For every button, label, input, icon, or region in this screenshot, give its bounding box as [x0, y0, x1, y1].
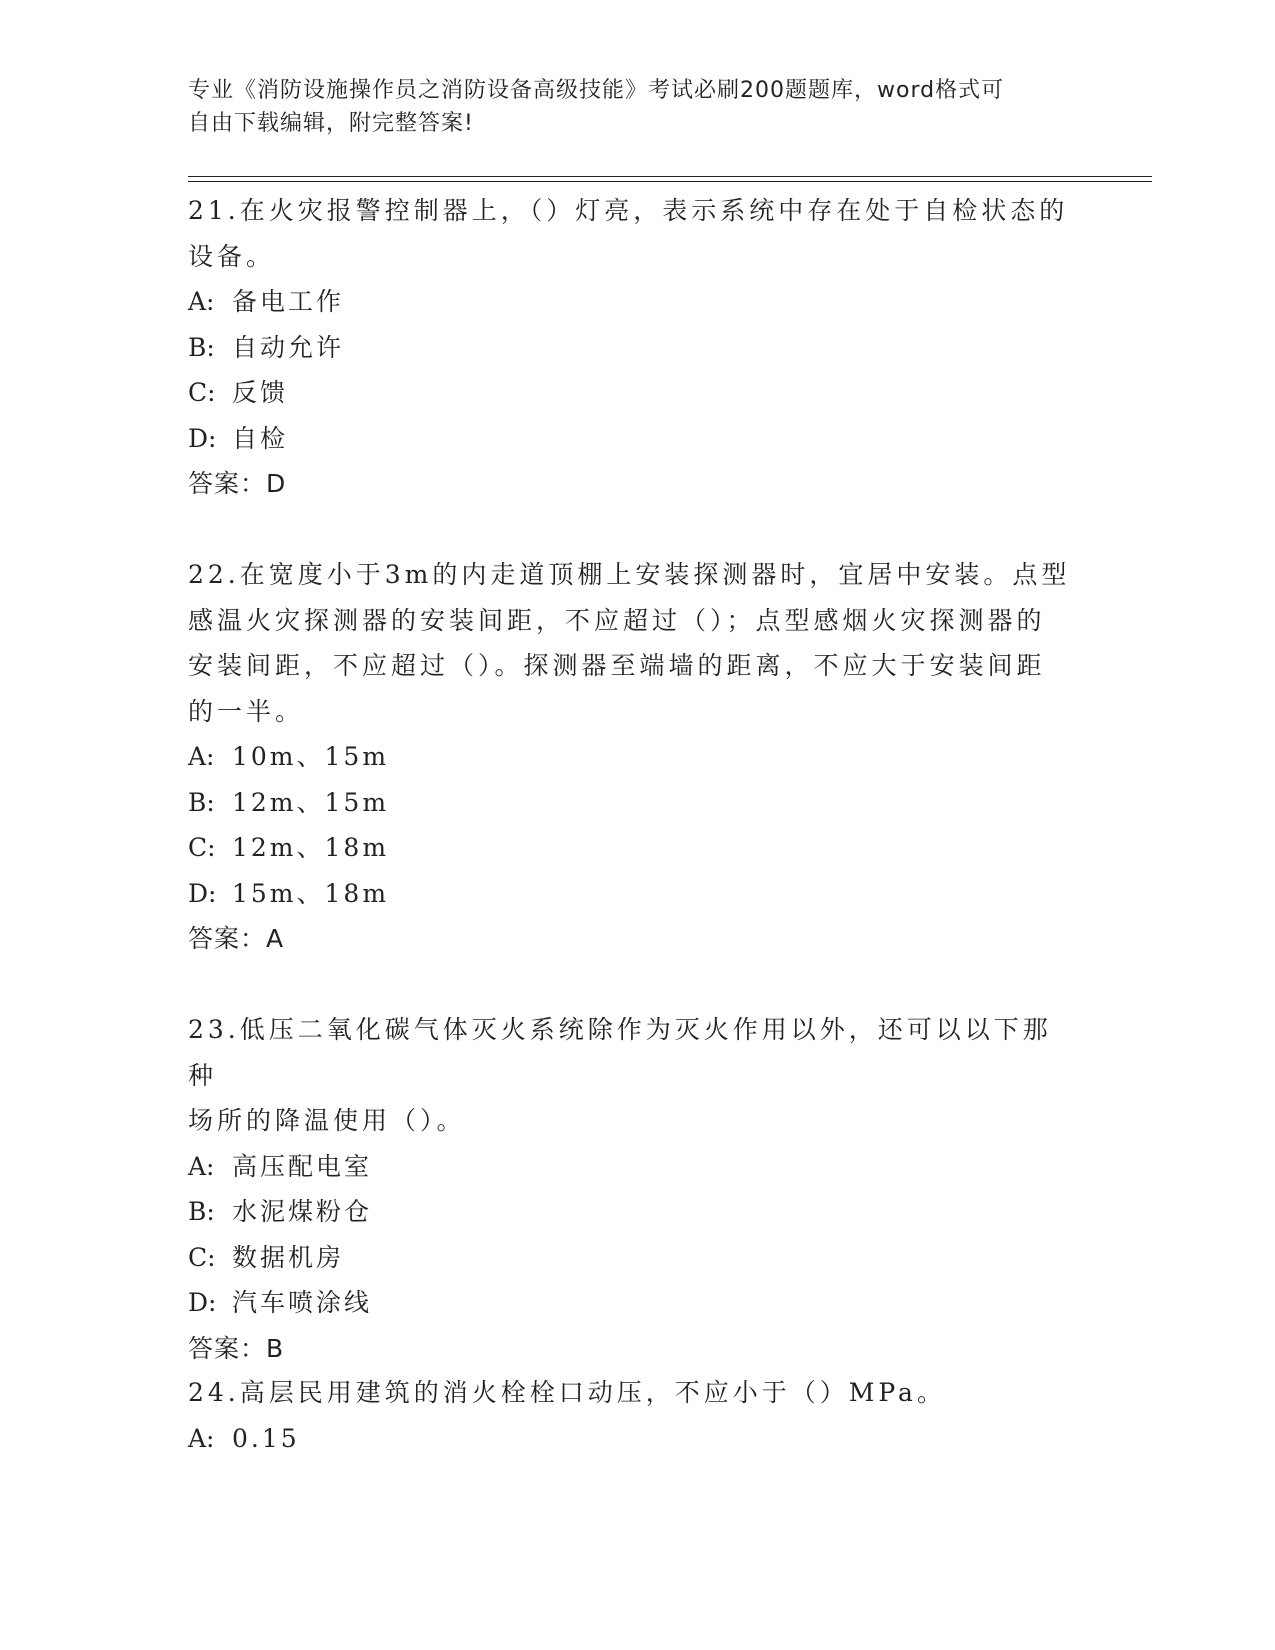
option-key: D:: [188, 423, 217, 453]
question-23: [188, 1007, 1078, 1371]
answer-line: 答案：B: [188, 1333, 285, 1363]
option-text: 自动允许: [232, 332, 345, 362]
option-d: [188, 416, 1078, 462]
option-text: 0.15: [232, 1423, 300, 1453]
option-key: C:: [188, 833, 216, 862]
option-text: 12m、15m: [232, 787, 390, 817]
question-stem: 21.在火灾报警控制器上，（）灯亮，表示系统中存在处于自检状态的 设备。: [188, 196, 1069, 271]
question-22: [188, 552, 1078, 962]
option-text: 数据机房: [232, 1242, 345, 1272]
option-key: A:: [188, 287, 215, 316]
option-b: [188, 1189, 1078, 1235]
option-c: [188, 1235, 1078, 1281]
option-d: [188, 1280, 1078, 1326]
option-a: [188, 279, 1078, 325]
answer-line: 答案：A: [188, 924, 285, 953]
option-key: D:: [188, 878, 217, 908]
option-d: [188, 871, 1078, 917]
question-21: [188, 188, 1078, 507]
option-text: 备电工作: [232, 287, 345, 316]
header-line-1: 专业《消防设施操作员之消防设备高级技能》考试必刷200题题库，word格式可: [188, 78, 1005, 103]
option-key: B:: [188, 332, 215, 362]
option-a: [188, 1416, 1078, 1462]
option-text: 15m、18m: [232, 878, 390, 908]
option-key: A:: [188, 742, 215, 771]
option-text: 10m、15m: [232, 742, 390, 771]
header-divider-bottom: [188, 181, 1152, 182]
option-b: [188, 325, 1078, 371]
question-stem: 24.高层民用建筑的消火栓栓口动压，不应小于（）MPa。: [188, 1378, 946, 1407]
question-24: [188, 1370, 1078, 1461]
option-key: A:: [188, 1151, 215, 1181]
option-text: 12m、18m: [232, 833, 390, 862]
option-a: [188, 734, 1078, 780]
option-c: [188, 370, 1078, 416]
option-text: 汽车喷涂线: [232, 1288, 373, 1317]
option-text: 自检: [232, 423, 289, 453]
option-key: A:: [188, 1423, 215, 1453]
option-a: [188, 1144, 1078, 1190]
option-key: B:: [188, 787, 215, 817]
option-key: C:: [188, 1242, 216, 1272]
option-key: B:: [188, 1197, 215, 1226]
option-text: 高压配电室: [232, 1151, 373, 1181]
option-c: [188, 825, 1078, 871]
option-text: 反馈: [232, 378, 289, 407]
answer-line: 答案：D: [188, 469, 287, 498]
option-key: D:: [188, 1288, 217, 1317]
option-b: [188, 780, 1078, 826]
question-stem: 23.低压二氧化碳气体灭火系统除作为灭火作用以外，还可以以下那种 场所的降温使用（）。: [188, 1015, 1052, 1135]
option-key: C:: [188, 378, 216, 407]
option-text: 水泥煤粉仓: [232, 1197, 373, 1226]
question-stem: 22.在宽度小于3m的内走道顶棚上安装探测器时，宜居中安装。点型 感温火灾探测器的安装间距，不应超过（）；点型感烟火灾探测器的 安装间距，不应超过（）。探测器至端墙的距离，不应大于安装间距 的一半。: [188, 560, 1071, 726]
document-header: [188, 74, 1068, 140]
header-divider-top: [188, 176, 1152, 177]
header-line-2: 自由下载编辑，附完整答案!: [188, 111, 474, 136]
